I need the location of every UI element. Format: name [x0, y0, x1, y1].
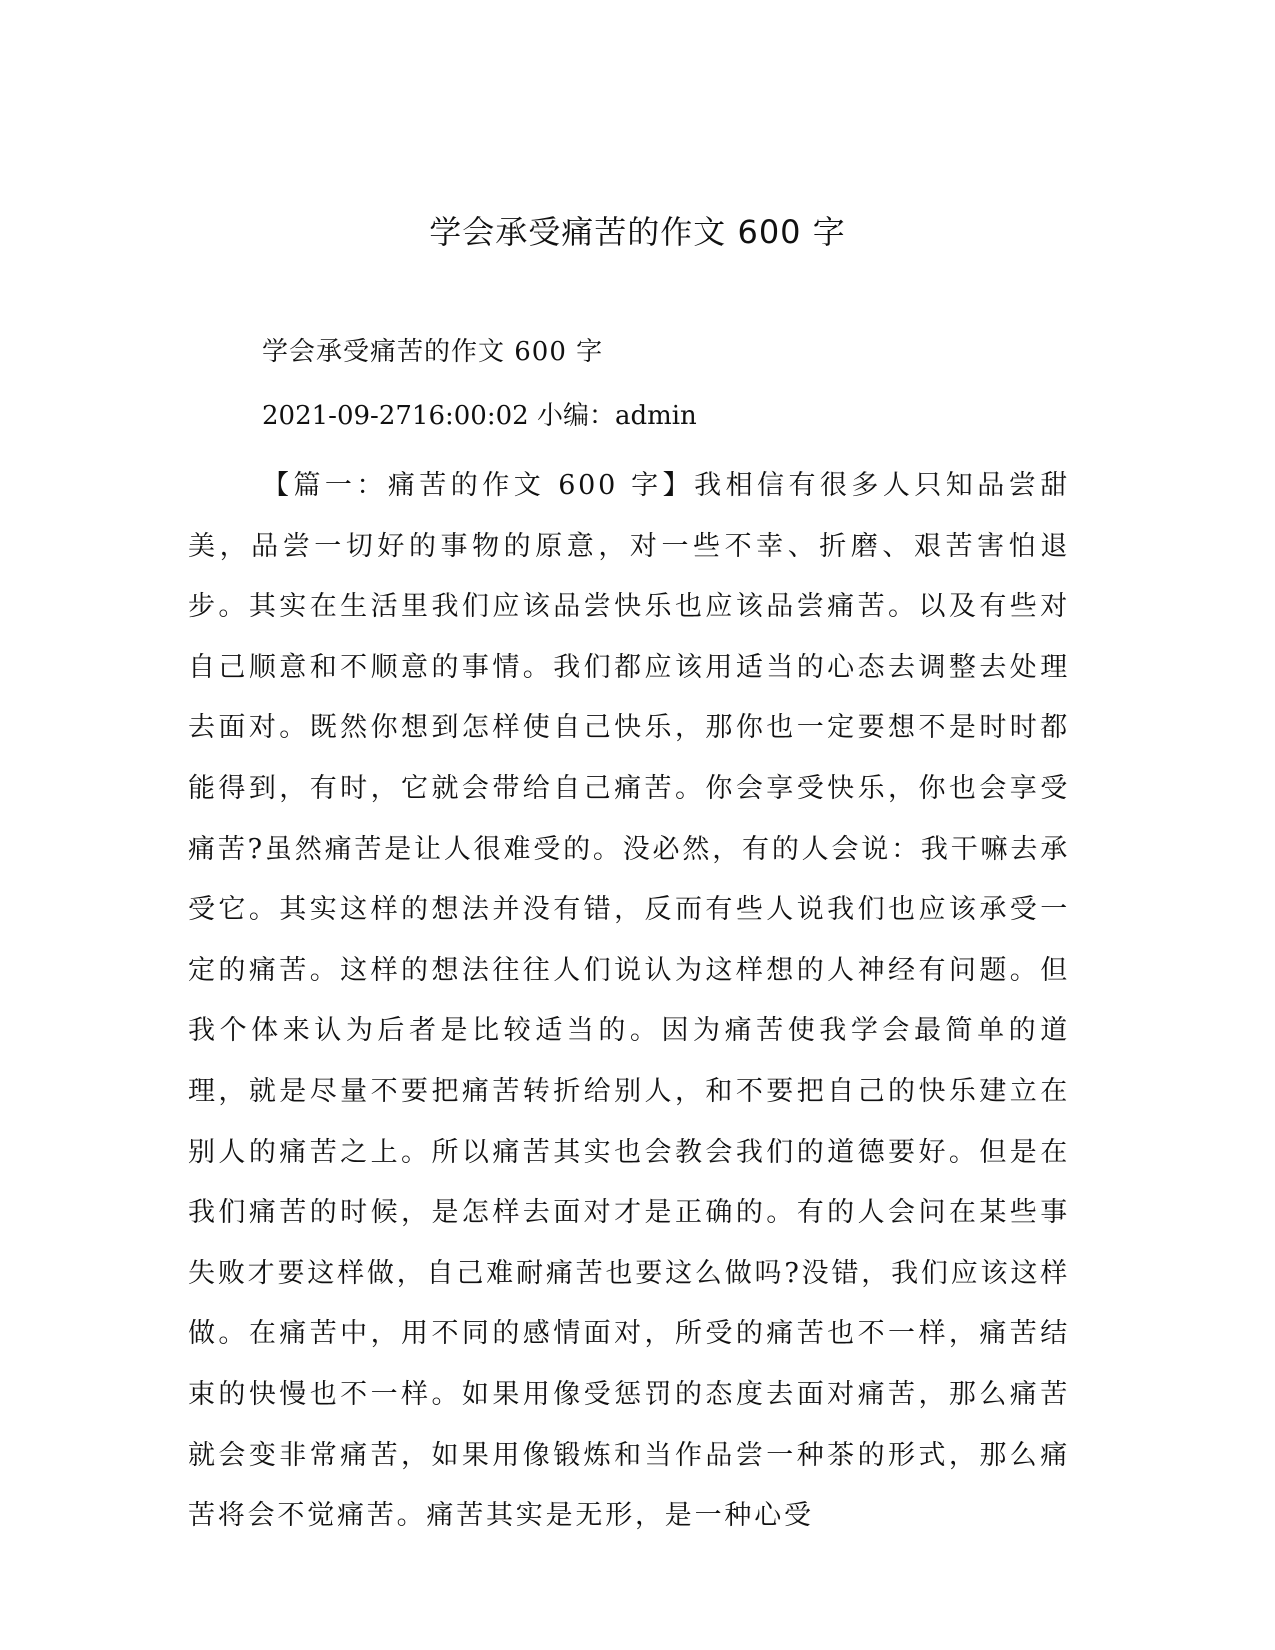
article-subtitle: 学会承受痛苦的作文 600 字: [262, 337, 604, 367]
article-body: 【篇一：痛苦的作文 600 字】我相信有很多人只知品尝甜美，品尝一切好的事物的原意，对一些不幸、折磨、艰苦害怕退步。其实在生活里我们应该品尝快乐也应该品尝痛苦。以及有些对自己顺意和不顺意的事情。我们都应该用适当的心态去调整去处理去面对。既然你想到怎样使自己快乐，那你也一定要想不是时时都能得到，有时，它就会带给自己痛苦。你会享受快乐，你也会享受痛苦?虽然痛苦是让人很难受的。没必然，有的人会说：我干嘛去承受它。其实这样的想法并没有错，反而有些人说我们也应该承受一定的痛苦。这样的想法往往人们说认为这样想的人神经有问题。但我个体来认为后者是比较适当的。因为痛苦使我学会最简单的道理，就是尽量不要把痛苦转折给别人，和不要把自己的快乐建立在别人的痛苦之上。所以痛苦其实也会教会我们的道德要好。但是在我们痛苦的时候，是怎样去面对才是正确的。有的人会问在某些事失败才要这样做，自己难耐痛苦也要这么做吗?没错，我们应该这样做。在痛苦中，用不同的感情面对，所受的痛苦也不一样，痛苦结束的快慢也不一样。如果用像受惩罚的态度去面对痛苦，那么痛苦就会变非常痛苦，如果用像锻炼和当作品尝一种茶的形式，那么痛苦将会不觉痛苦。痛苦其实是无形，是一种心受: [188, 470, 1070, 1532]
document-title: 学会承受痛苦的作文 600 字: [429, 213, 846, 251]
article-meta: 2021-09-2716:00:02 小编：admin: [262, 401, 697, 431]
